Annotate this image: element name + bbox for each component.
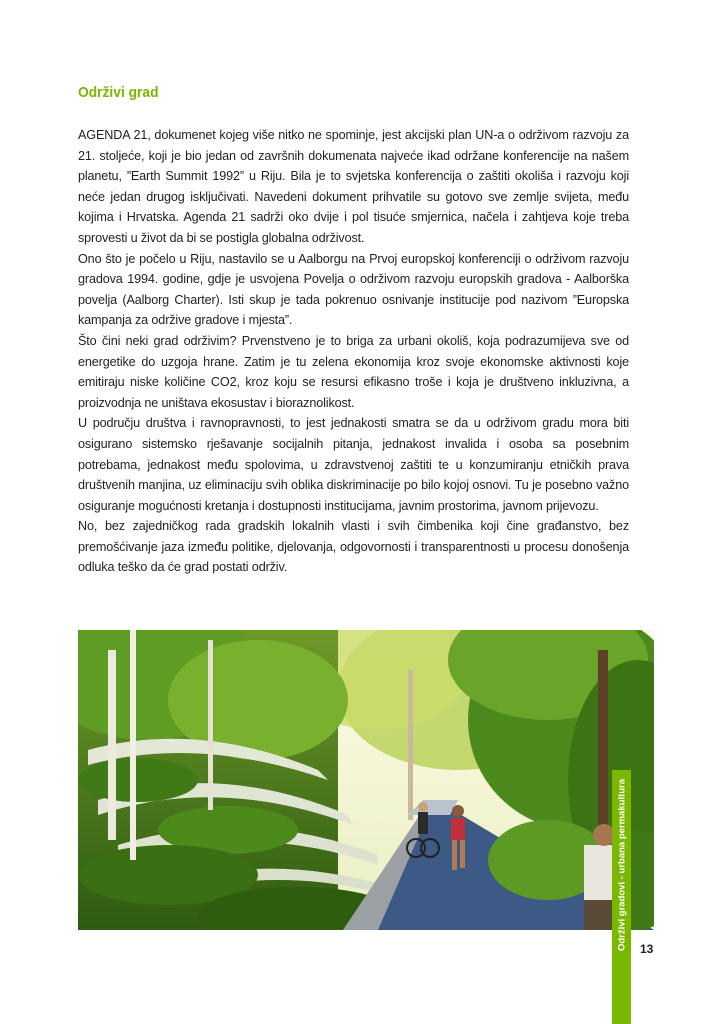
paragraph: No, bez zajedničkog rada gradskih lokalnih vlasti i svih čimbenika koji čine građanstvo, bez premošćivanje jaza između politike, djelovanja, odgovornosti i transparentnosti u procesu donošenja odluka teško da će grad postati održiv. <box>78 518 629 575</box>
article-body <box>78 125 629 578</box>
paragraph: U području društva i ravnopravnosti, to jest jednakosti smatra se da u održivom gradu mora biti osigurano sistemsko rješavanje socijalnih pitanja, jednakost invalida i osoba sa posebnim potrebama, jednakost među spolovima, u zdravstvenoj zaštiti te u konzumiranju etničkih prava društvenih manjina, uz eliminaciju svih oblika diskriminacije po bilo kojoj osnovi. Tu je posebno važno osiguranje mogućnosti kretanja i dostupnosti institucijama, javnim prostorima, javnom prijevozu. <box>78 415 629 513</box>
side-label <box>612 770 631 1024</box>
paragraph: AGENDA 21, dokumenet kojeg više nitko ne spominje, jest akcijski plan UN-a o održivom razvoju za 21. stoljeće, koji je bio jedan od završnih dokumenata najveće ikad održane konferencije na našem planetu, ”Earth Summit 1992” u Riju. Bila je to svjetska konferencija o zaštiti okoliša i razvoju koji neće jedan drugog isključivati. Navedeni dokument prihvatile su gotovo sve zemlje svijeta, među kojima i Hrvatska. Agenda 21 sadrži oko dvije i pol tisuće smjernica, načela i zahtjeva koje treba sprovesti u život da bi se postigla globalna održivost. <box>78 127 629 245</box>
side-color-bar <box>612 770 631 1024</box>
paragraph: Što čini neki grad održivim? Prvenstveno je to briga za urbani okoliš, koja podrazumijeva sve od energetike do uzgoja hrane. Zatim je tu zelena ekonomija kroz svoje ekonomske aktivnosti koje emitiraju niske količine CO2, kroz koju se resursi efikasno troše i koja je društveno inkluzivna, a proizvodnja ne uništava ekosustav i bioraznolikost. <box>78 332 629 410</box>
paragraph: Ono što je počelo u Riju, nastavilo se u Aalborgu na Prvoj europskoj konferenciji o održivom razvoju gradova 1994. godine, gdje je usvojena Povelja o održivom razvoju europskih gradova - Aalborška povelja (Aalborg Charter). Isti skup je tada pokrenuo osnivanje institucije pod nazivom ”Europska kampanja za održive gradove i mjesta”. <box>78 250 629 328</box>
side-label-text: Održivi gradovi - urbana permakultura <box>616 778 627 952</box>
green-path-photo <box>78 630 654 930</box>
page-number: 13 <box>640 942 654 956</box>
section-heading: Održivi grad <box>78 84 159 101</box>
